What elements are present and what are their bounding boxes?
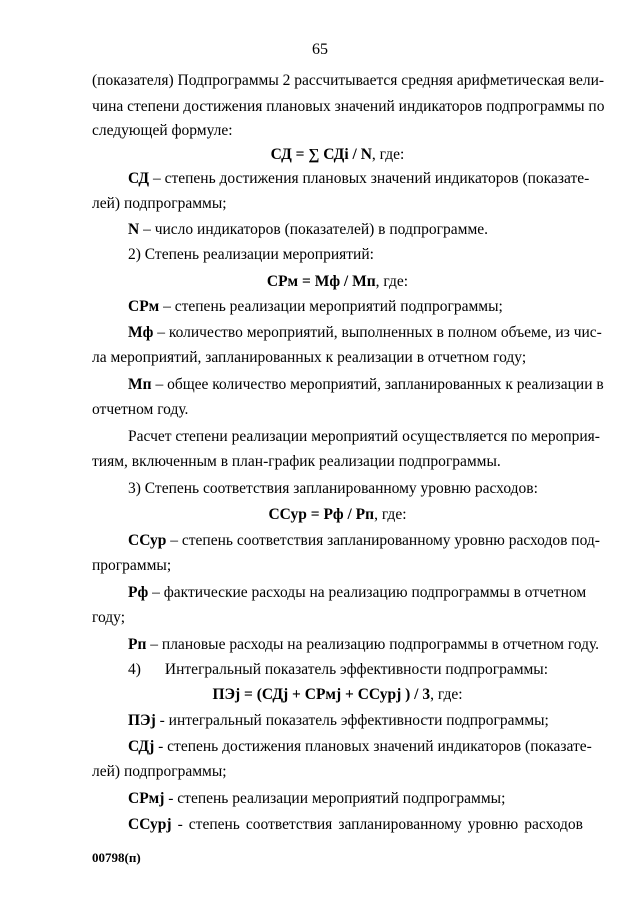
section-text: Интегральный показатель эффективности подпрограммы: bbox=[164, 661, 549, 678]
formula-tail: , где: bbox=[374, 506, 407, 523]
term: ПЭj bbox=[128, 712, 156, 729]
definition-text: – общее количество мероприятий, запланированных к реализации в bbox=[151, 376, 604, 393]
text-line: лей) подпрограммы; bbox=[92, 195, 227, 212]
formula-main: ПЭj = (СДj + СРмj + ССурj ) / 3 bbox=[212, 686, 431, 703]
text-line: году; bbox=[92, 609, 126, 626]
definition-line bbox=[128, 584, 587, 602]
text-line: отчетном году. bbox=[92, 401, 189, 418]
definition-text: – плановые расходы на реализацию подпрограммы в отчетном году. bbox=[146, 636, 600, 653]
definition-text: – фактические расходы на реализацию подпрограммы в отчетном bbox=[148, 584, 587, 601]
formula-main: ССур = Рф / Рп bbox=[268, 506, 375, 523]
term: ССур bbox=[128, 532, 167, 549]
text-line: чина степени достижения плановых значений индикаторов подпрограммы по bbox=[92, 98, 605, 115]
definition-text: – степень достижения плановых значений индикаторов (показате- bbox=[149, 170, 590, 187]
definition-line bbox=[128, 376, 604, 394]
text-line: (показателя) Подпрограммы 2 рассчитывается средняя арифметическая вели- bbox=[92, 72, 605, 89]
formula-main: СД = ∑ СДi / N bbox=[270, 146, 372, 163]
text-line: лей) подпрограммы; bbox=[92, 763, 227, 780]
formula-srm bbox=[92, 273, 583, 291]
term: Рф bbox=[128, 584, 149, 601]
formula-main: СРм = Мф / Мп bbox=[266, 273, 376, 290]
definition-text: - степень достижения плановых значений индикаторов (показате- bbox=[154, 738, 592, 755]
term: СДj bbox=[128, 738, 155, 755]
definition-line bbox=[128, 221, 488, 239]
definition-line bbox=[128, 738, 592, 756]
formula-tail: , где: bbox=[430, 686, 463, 703]
footer-code: 00798(п) bbox=[92, 850, 141, 865]
formula-tail: , где: bbox=[371, 146, 405, 163]
section-number: 4) bbox=[128, 661, 141, 678]
term: СРм bbox=[128, 298, 160, 315]
term: ССурj bbox=[128, 816, 172, 833]
term: Рп bbox=[128, 636, 147, 653]
definition-text: – число индикаторов (показателей) в подпрограмме. bbox=[139, 221, 489, 238]
formula-tail: , где: bbox=[375, 273, 409, 290]
definition-text: – степень реализации мероприятий подпрограммы; bbox=[159, 298, 503, 315]
formula-pe bbox=[92, 686, 583, 704]
term: СД bbox=[128, 170, 150, 187]
definition-line bbox=[128, 712, 549, 730]
definition-text: – количество мероприятий, выполненных в полном объеме, из чис- bbox=[153, 324, 602, 341]
text-line: программы; bbox=[92, 557, 172, 574]
section-heading: 2) Степень реализации мероприятий: bbox=[128, 246, 374, 263]
text-line: Расчет степени реализации мероприятий осуществляется по мероприя- bbox=[128, 428, 600, 445]
definition-line bbox=[128, 298, 503, 316]
definition-line bbox=[128, 816, 583, 834]
text-line: тиям, включенным в план-график реализации подпрограммы. bbox=[92, 453, 501, 470]
formula-ssur bbox=[92, 506, 583, 524]
definition-text: - интегральный показатель эффективности подпрограммы; bbox=[155, 712, 549, 729]
text-line: ла мероприятий, запланированных к реализации в отчетном году; bbox=[92, 349, 527, 366]
term: СРмj bbox=[128, 790, 165, 807]
definition-line bbox=[128, 170, 590, 188]
definition-line bbox=[128, 324, 602, 342]
definition-text: – степень соответствия запланированному уровню расходов под- bbox=[166, 532, 600, 549]
text-line: следующей формуле: bbox=[92, 122, 233, 139]
definition-text: - степень соответствия запланированному уровню расходов bbox=[171, 816, 583, 833]
definition-line bbox=[128, 636, 599, 654]
definition-text: - степень реализации мероприятий подпрограммы; bbox=[164, 790, 506, 807]
definition-line bbox=[128, 532, 600, 550]
term: Мф bbox=[128, 324, 154, 341]
page-number: 65 bbox=[312, 41, 328, 58]
term: Мп bbox=[128, 376, 152, 393]
term: N bbox=[128, 221, 140, 238]
formula-sd bbox=[92, 146, 583, 164]
section-heading bbox=[128, 661, 548, 679]
definition-line bbox=[128, 790, 505, 808]
section-heading: 3) Степень соответствия запланированному уровню расходов: bbox=[128, 480, 538, 497]
